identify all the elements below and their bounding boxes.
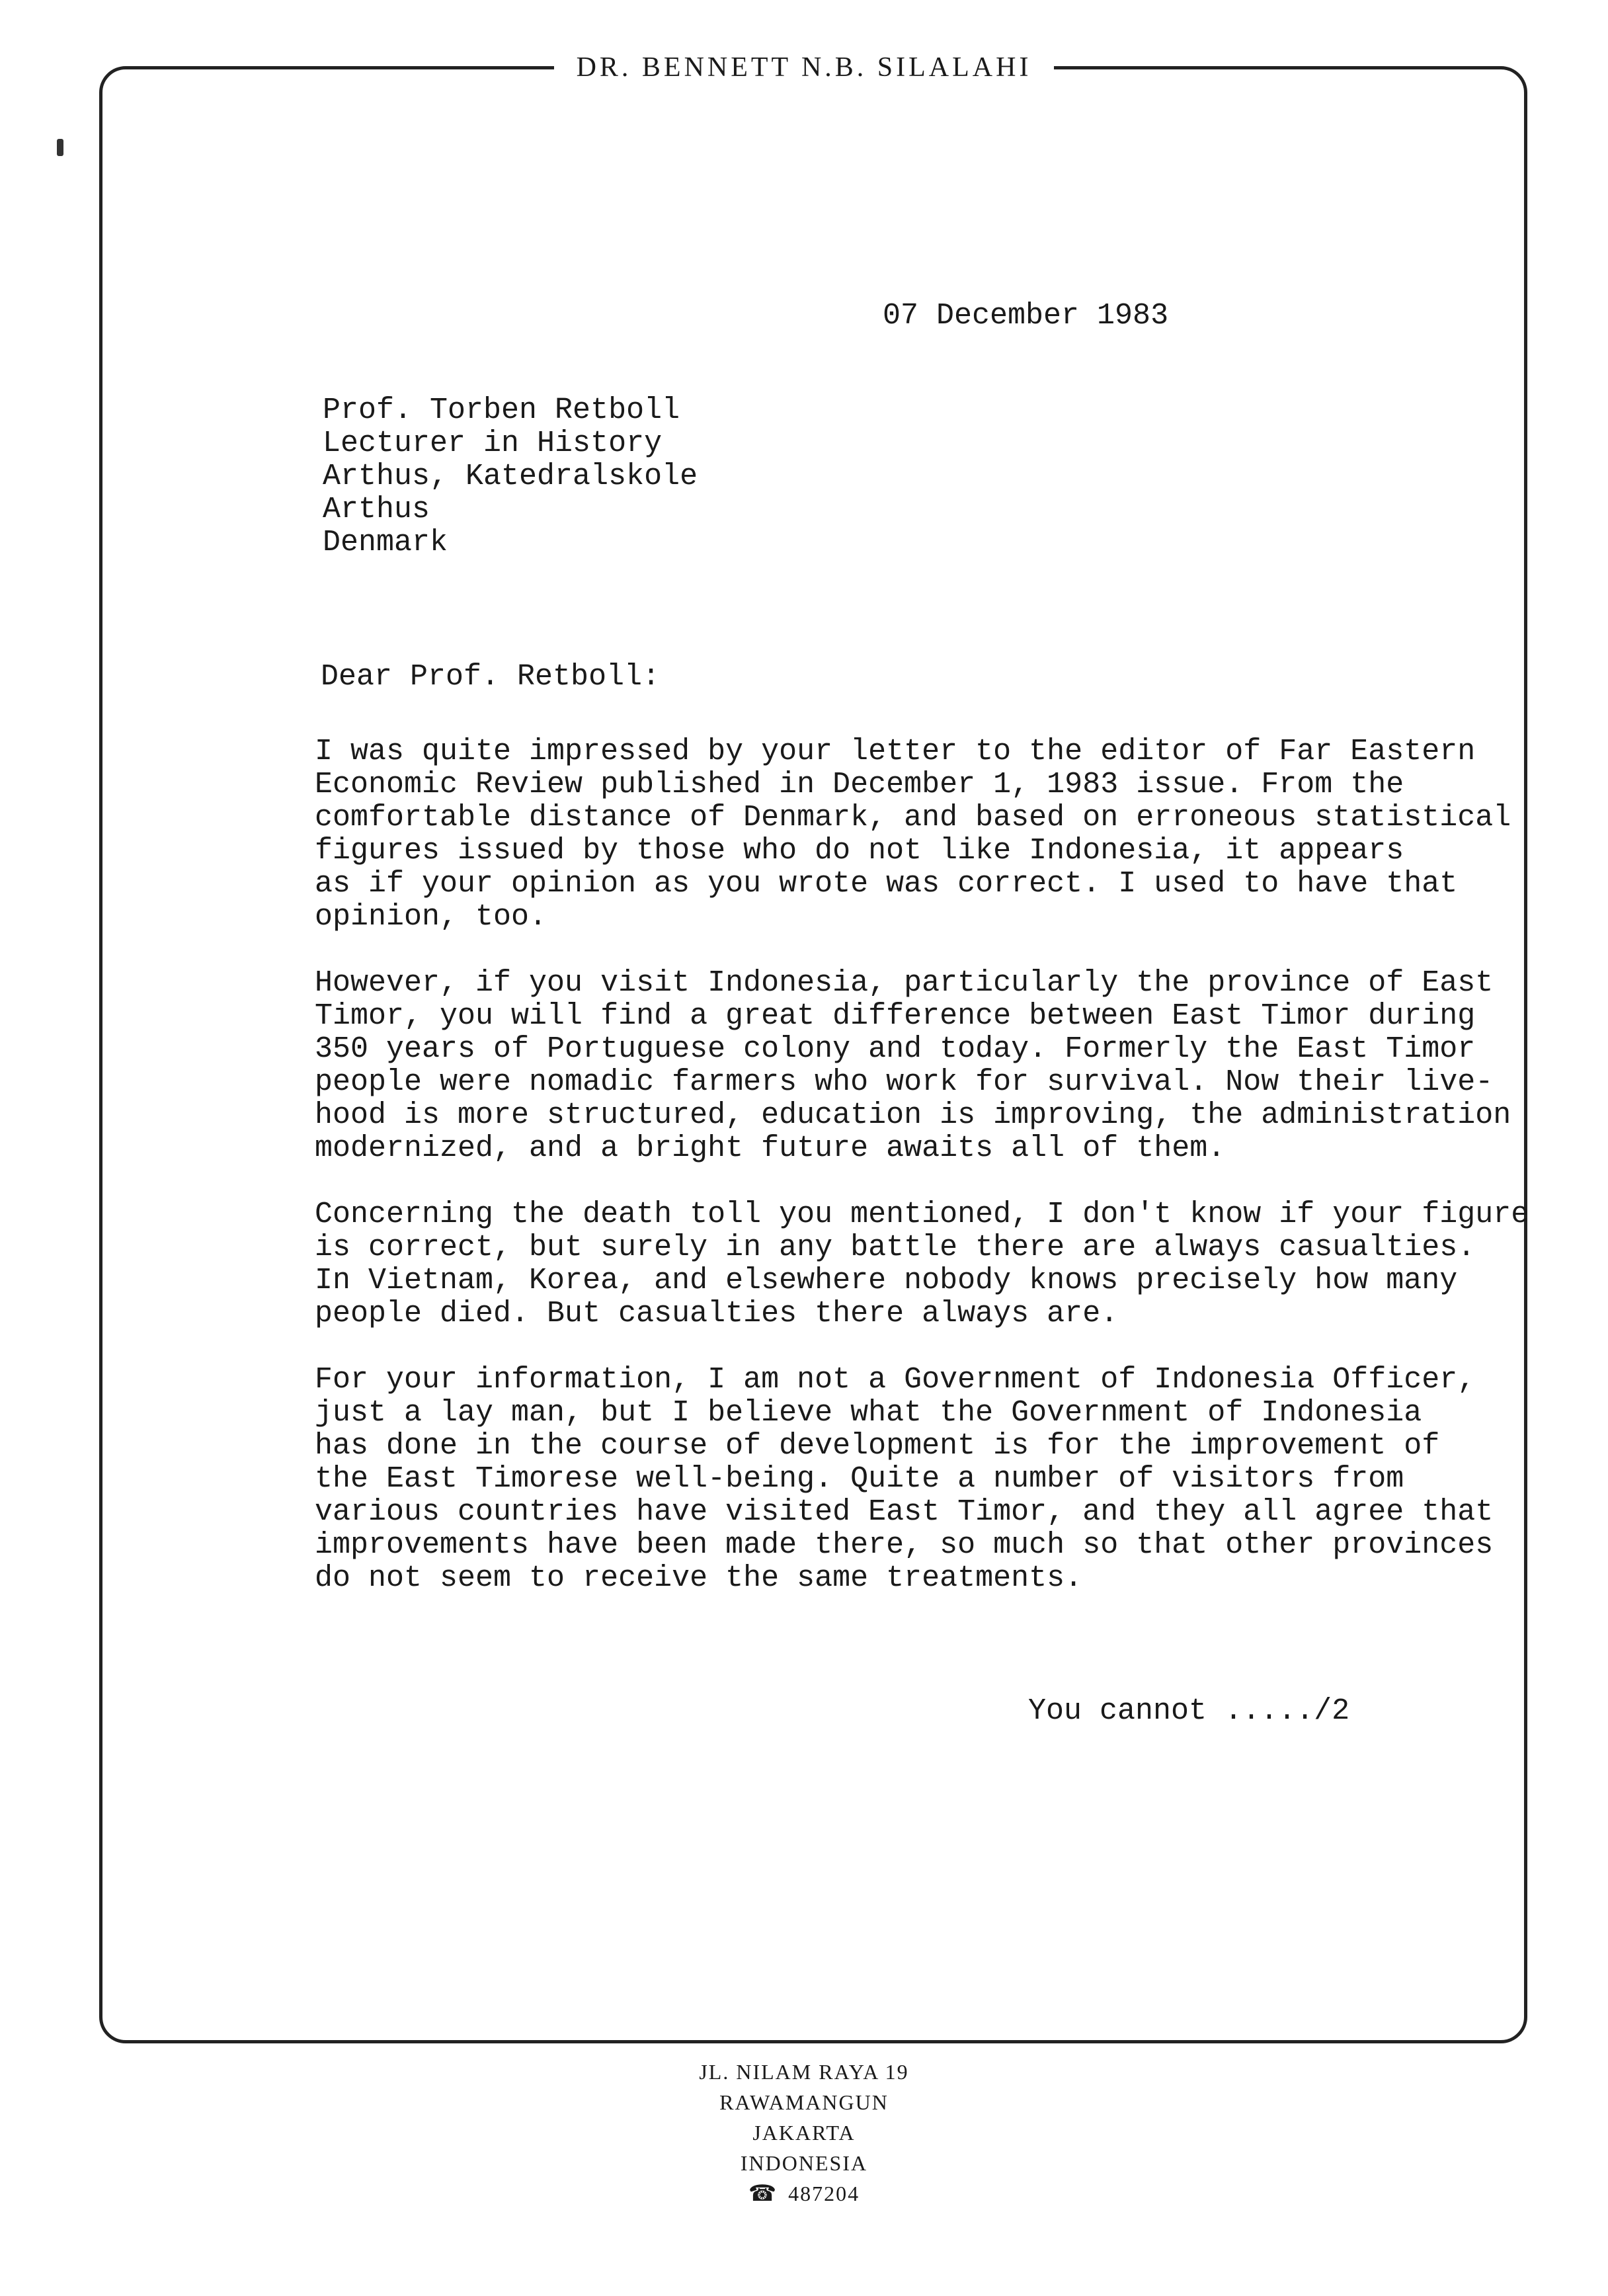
footer-line: JAKARTA: [752, 2121, 856, 2145]
body-line: has done in the course of development is for the improvement of: [315, 1429, 1440, 1463]
page-continuation: You cannot ...../2: [1028, 1694, 1350, 1728]
footer-line: RAWAMANGUN: [719, 2090, 889, 2114]
letterhead: [0, 52, 1608, 83]
body-line: Timor, you will find a great difference between East Timor during: [315, 999, 1476, 1033]
body-paragraph: [315, 967, 1511, 1165]
body-paragraph: [315, 735, 1511, 934]
body-line: the East Timorese well-being. Quite a number of visitors from: [315, 1462, 1404, 1496]
body-line: comfortable distance of Denmark, and based on erroneous statistical: [315, 801, 1511, 835]
body-line: people died. But casualties there always are.: [315, 1297, 1119, 1331]
body-line: is correct, but surely in any battle there are always casualties.: [315, 1231, 1476, 1264]
footer-line: INDONESIA: [740, 2151, 868, 2175]
body-line: Economic Review published in December 1, 1983 issue. From the: [315, 768, 1404, 801]
body-line: just a lay man, but I believe what the Government of Indonesia: [315, 1396, 1422, 1430]
body-paragraph: [315, 1364, 1493, 1595]
body-line: people were nomadic farmers who work for survival. Now their live-: [315, 1065, 1494, 1099]
recipient-line: Arthus, Katedralskole: [323, 460, 698, 493]
body-line: improvements have been made there, so much so that other provinces: [315, 1528, 1494, 1562]
body-line: opinion, too.: [315, 900, 547, 934]
body-line: In Vietnam, Korea, and elsewhere nobody knows precisely how many: [315, 1264, 1458, 1297]
recipient-line: Prof. Torben Retboll: [323, 393, 680, 427]
body-line: modernized, and a bright future awaits all of them.: [315, 1131, 1226, 1165]
telephone-icon: ☎: [748, 2182, 778, 2206]
body-line: do not seem to receive the same treatments.: [315, 1561, 1083, 1595]
body-line: various countries have visited East Timor, and they all agree that: [315, 1495, 1494, 1529]
body-line: For your information, I am not a Government of Indonesia Officer,: [315, 1363, 1476, 1397]
body-line: 350 years of Portuguese colony and today. Formerly the East Timor: [315, 1032, 1476, 1066]
footer-address: [0, 2057, 1608, 2209]
scan-mark: [57, 139, 63, 156]
body-line: as if your opinion as you wrote was correct. I used to have that: [315, 867, 1458, 901]
footer-line: JL. NILAM RAYA 19: [699, 2060, 909, 2084]
body-line: Concerning the death toll you mentioned, I don't know if your figure: [315, 1198, 1529, 1231]
recipient-line: Lecturer in History: [323, 427, 663, 460]
body-line: However, if you visit Indonesia, particularly the province of East: [315, 966, 1494, 1000]
salutation: Dear Prof. Retboll:: [321, 660, 661, 694]
letter-date: 07 December 1983: [883, 299, 1169, 333]
phone-number: 487204: [788, 2182, 860, 2205]
recipient-address: [323, 394, 698, 559]
body-line: figures issued by those who do not like Indonesia, it appears: [315, 834, 1404, 868]
body-line: I was quite impressed by your letter to the editor of Far Eastern: [315, 735, 1476, 768]
footer-phone: [0, 2178, 1608, 2209]
recipient-line: Arthus: [323, 493, 430, 526]
body-line: hood is more structured, education is improving, the administration: [315, 1098, 1511, 1132]
letterhead-name: DR. BENNETT N.B. SILALAHI: [554, 52, 1055, 83]
body-paragraph: [315, 1198, 1529, 1331]
recipient-line: Denmark: [323, 526, 448, 559]
